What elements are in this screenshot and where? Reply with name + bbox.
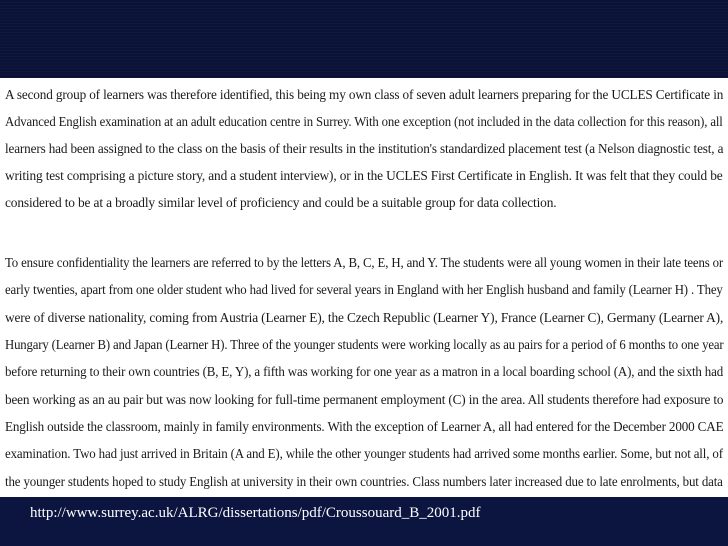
paragraph-2-line-8: examination. Two had just arrived in Britain (A and E), while the other younger students had arrived some months earlier. Some, but not all, of <box>5 446 723 461</box>
document-excerpt <box>0 78 728 497</box>
paragraph-1-line-2: Advanced English examination at an adult education centre in Surrey. With one exception (not included in the data collection for this reason), all <box>5 114 723 129</box>
paragraph-2-line-4: Hungary (Learner B) and Japan (Learner H). Three of the younger students were working locally as au pairs for a period of 6 months to one year <box>5 337 724 352</box>
paragraph-2-line-7: English outside the classroom, mainly in family environments. With the exception of Learner A, all had entered for the December 2000 CAE <box>5 419 724 434</box>
slide-header-band <box>0 0 728 78</box>
paragraph-1-line-4: writing test comprising a picture story, and a student interview), or in the UCLES First Certificate in English. It was felt that they could be <box>5 168 723 183</box>
paragraph-2-line-5: before returning to their own countries (B, E, Y), a fifth was working for one year as a matron in a local boarding school (A), and the sixth had <box>5 364 724 379</box>
paragraph-2-line-6: been working as an au pair but was now looking for full-time permanent employment (C) in the area. All students therefore had exposure to <box>5 392 724 407</box>
paragraph-1-line-3: learners had been assigned to the class on the basis of their results in the institution's standardized placement test (a Nelson diagnostic test, a <box>5 141 724 156</box>
paragraph-1-line-5: considered to be at a broadly similar level of proficiency and could be a suitable group for data collection. <box>5 195 557 210</box>
paragraph-2-line-3: were of diverse nationality, coming from Austria (Learner E), the Czech Republic (Learner Y), France (Learner C), Germany (Learner A), <box>5 310 724 325</box>
paragraph-1-line-1: A second group of learners was therefore identified, this being my own class of seven adult learners preparing for the UCLES Certificate in <box>5 87 724 102</box>
paragraph-2-line-1: To ensure confidentiality the learners are referred to by the letters A, B, C, E, H, and Y. The students were all young women in their late teens or <box>5 255 724 270</box>
paragraph-2-line-2: early twenties, apart from one older student who had lived for several years in England with her English husband and family (Learner H) . They <box>5 282 723 297</box>
source-url-link[interactable]: http://www.surrey.ac.uk/ALRG/dissertations/pdf/Croussouard_B_2001.pdf <box>30 505 481 521</box>
paragraph-2-line-9: the younger students hoped to study English at university in their own countries. Class numbers later increased due to late enrolments, but data <box>5 474 723 489</box>
